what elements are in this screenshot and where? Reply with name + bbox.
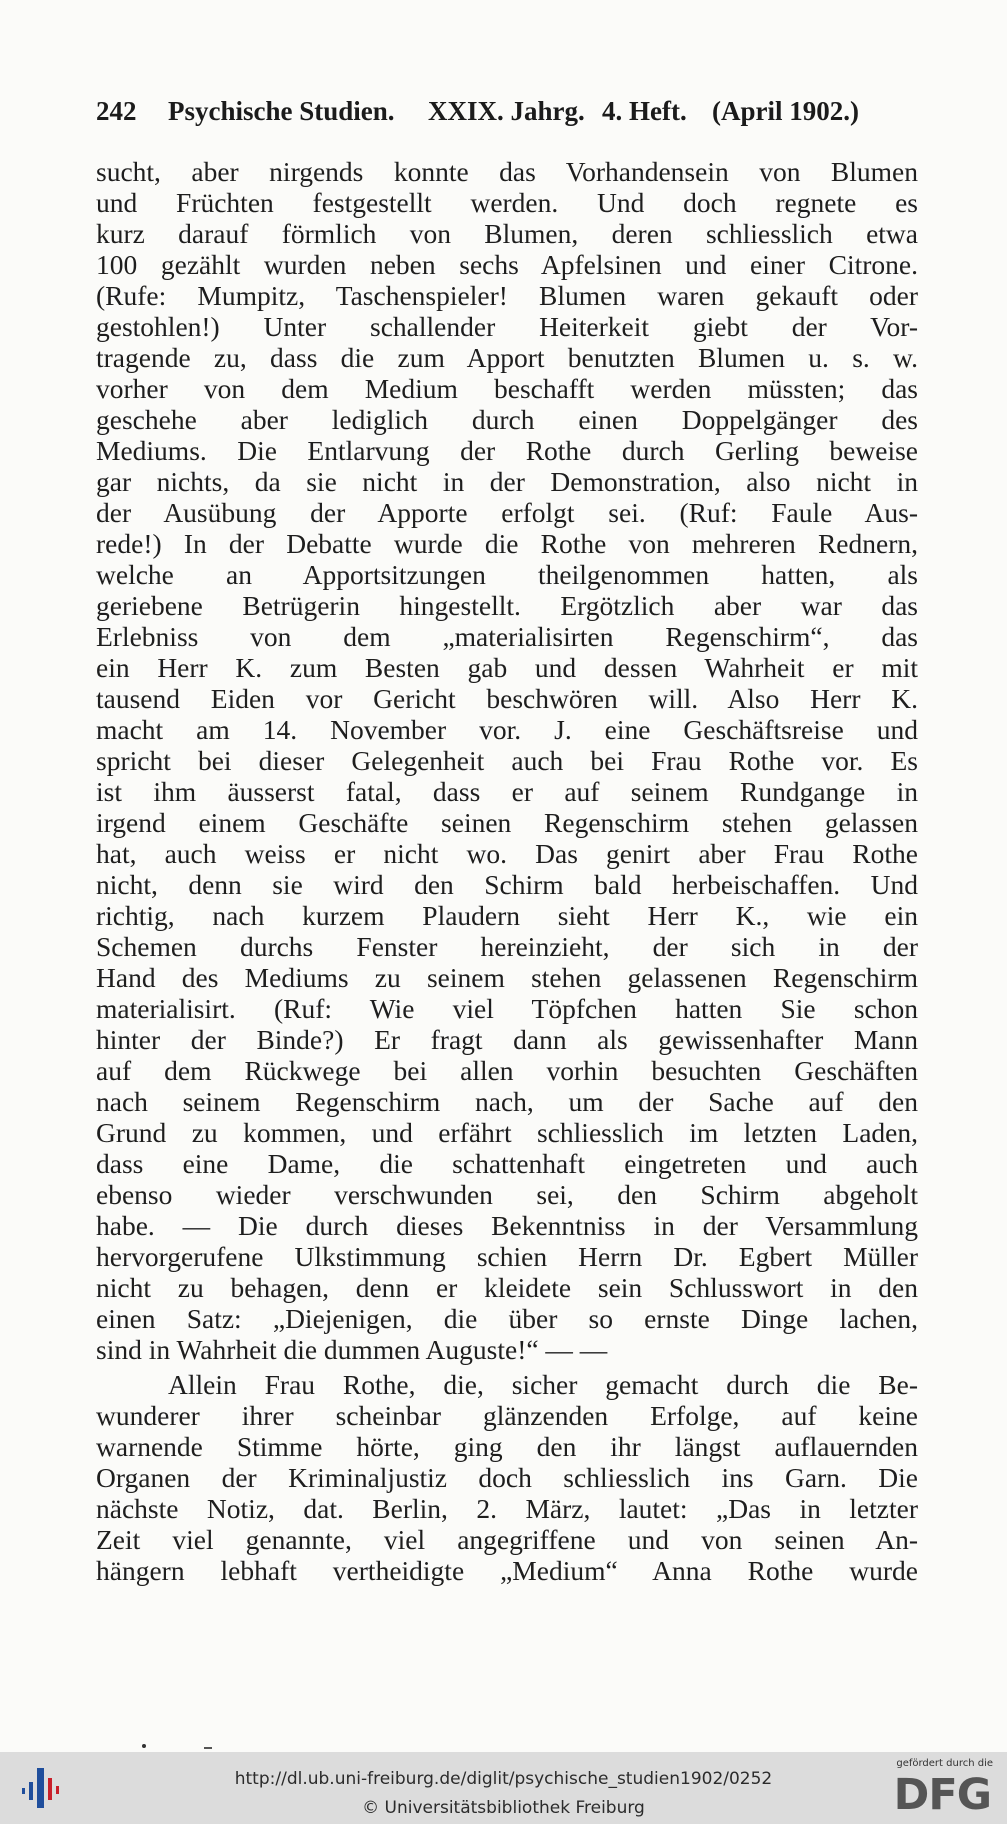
text-line: hervorgerufene Ulkstimmung schien Herrn Dr. Egbert Müller <box>96 1241 918 1272</box>
text-line: ebenso wieder verschwunden sei, den Schirm abgeholt <box>96 1179 918 1210</box>
text-line: nach seinem Regenschirm nach, um der Sache auf den <box>96 1086 918 1117</box>
text-line: hinter der Binde?) Er fragt dann als gewissenhafter Mann <box>96 1024 918 1055</box>
copyright-notice: © Universitätsbibliothek Freiburg <box>362 1798 645 1818</box>
article-text <box>96 156 918 1586</box>
text-line: irgend einem Geschäfte seinen Regenschirm stehen gelassen <box>96 807 918 838</box>
text-line: rede!) In der Debatte wurde die Rothe von mehreren Rednern, <box>96 528 918 559</box>
dfg-logo-icon: DFG <box>893 1770 991 1820</box>
text-line: Mediums. Die Entlarvung der Rothe durch Gerling beweise <box>96 435 918 466</box>
text-line: tragende zu, dass die zum Apport benutzten Blumen u. s. w. <box>96 342 918 373</box>
text-line: macht am 14. November vor. J. eine Geschäftsreise und <box>96 714 918 745</box>
text-line: hat, auch weiss er nicht wo. Das genirt aber Frau Rothe <box>96 838 918 869</box>
paragraph-end-line: sind in Wahrheit die dummen Auguste!“ — — <box>96 1334 608 1365</box>
ink-speck-marks <box>138 1740 218 1752</box>
issue-label: 4. Heft. <box>602 96 687 126</box>
dfg-funding-note: gefördert durch die <box>896 1758 993 1769</box>
text-line: wunderer ihrer scheinbar glänzenden Erfolge, auf keine <box>96 1400 918 1431</box>
text-line: materialisirt. (Ruf: Wie viel Töpfchen hatten Sie schon <box>96 993 918 1024</box>
paragraph-start-line: Allein Frau Rothe, die, sicher gemacht durch die Be- <box>168 1369 918 1400</box>
text-line: ein Herr K. zum Besten gab und dessen Wahrheit er mit <box>96 652 918 683</box>
text-line: Erlebniss von dem „materialisirten Regenschirm“, das <box>96 621 918 652</box>
text-line: auf dem Rückwege bei allen vorhin besuchten Geschäften <box>96 1055 918 1086</box>
issue-date: (April 1902.) <box>712 96 859 126</box>
text-line: sucht, aber nirgends konnte das Vorhandensein von Blumen <box>96 156 918 187</box>
text-line: Schemen durchs Fenster hereinzieht, der sich in der <box>96 931 918 962</box>
footer-bar <box>0 1752 1007 1824</box>
text-line: gestohlen!) Unter schallender Heiterkeit giebt der Vor- <box>96 311 918 342</box>
text-line: vorher von dem Medium beschafft werden müssten; das <box>96 373 918 404</box>
volume-label: XXIX. Jahrg. <box>428 96 585 126</box>
text-line: Zeit viel genannte, viel angegriffene und von seinen An- <box>96 1524 918 1555</box>
text-line: und Früchten festgestellt werden. Und doch regnete es <box>96 187 918 218</box>
text-line: geriebene Betrügerin hingestellt. Ergötzlich aber war das <box>96 590 918 621</box>
text-line: habe. — Die durch dieses Bekenntniss in der Versammlung <box>96 1210 918 1241</box>
text-line: welche an Apportsitzungen theilgenommen hatten, als <box>96 559 918 590</box>
text-line: (Rufe: Mumpitz, Taschenspieler! Blumen waren gekauft oder <box>96 280 918 311</box>
digital-collection-link[interactable]: http://dl.ub.uni-freiburg.de/diglit/psychische_studien1902/0252 <box>234 1769 773 1789</box>
text-line: warnende Stimme hörte, ging den ihr längst auflauernden <box>96 1431 918 1462</box>
text-line: Organen der Kriminaljustiz doch schliesslich ins Garn. Die <box>96 1462 918 1493</box>
text-line: nächste Notiz, dat. Berlin, 2. März, lautet: „Das in letzter <box>96 1493 918 1524</box>
text-line: kurz darauf förmlich von Blumen, deren schliesslich etwa <box>96 218 918 249</box>
text-line: der Ausübung der Apporte erfolgt sei. (Ruf: Faule Aus- <box>96 497 918 528</box>
text-line: dass eine Dame, die schattenhaft eingetreten und auch <box>96 1148 918 1179</box>
text-line: spricht bei dieser Gelegenheit auch bei Frau Rothe vor. Es <box>96 745 918 776</box>
text-line: hängern lebhaft vertheidigte „Medium“ Anna Rothe wurde <box>96 1555 918 1586</box>
text-line: nicht zu behagen, denn er kleidete sein Schlusswort in den <box>96 1272 918 1303</box>
journal-title: Psychische Studien. <box>168 96 395 126</box>
text-line: nicht, denn sie wird den Schirm bald herbeischaffen. Und <box>96 869 918 900</box>
text-line: gar nichts, da sie nicht in der Demonstration, also nicht in <box>96 466 918 497</box>
text-line: tausend Eiden vor Gericht beschwören will. Also Herr K. <box>96 683 918 714</box>
page-number: 242 <box>96 96 137 126</box>
text-line: Hand des Mediums zu seinem stehen gelassenen Regenschirm <box>96 962 918 993</box>
page-header <box>96 94 876 128</box>
text-line: ist ihm äusserst fatal, dass er auf seinem Rundgange in <box>96 776 918 807</box>
text-line: richtig, nach kurzem Plaudern sieht Herr K., wie ein <box>96 900 918 931</box>
text-line: geschehe aber lediglich durch einen Doppelgänger des <box>96 404 918 435</box>
text-line: 100 gezählt wurden neben sechs Apfelsinen und einer Citrone. <box>96 249 918 280</box>
text-line: einen Satz: „Diejenigen, die über so ernste Dinge lachen, <box>96 1303 918 1334</box>
text-line: Grund zu kommen, und erfährt schliesslich im letzten Laden, <box>96 1117 918 1148</box>
